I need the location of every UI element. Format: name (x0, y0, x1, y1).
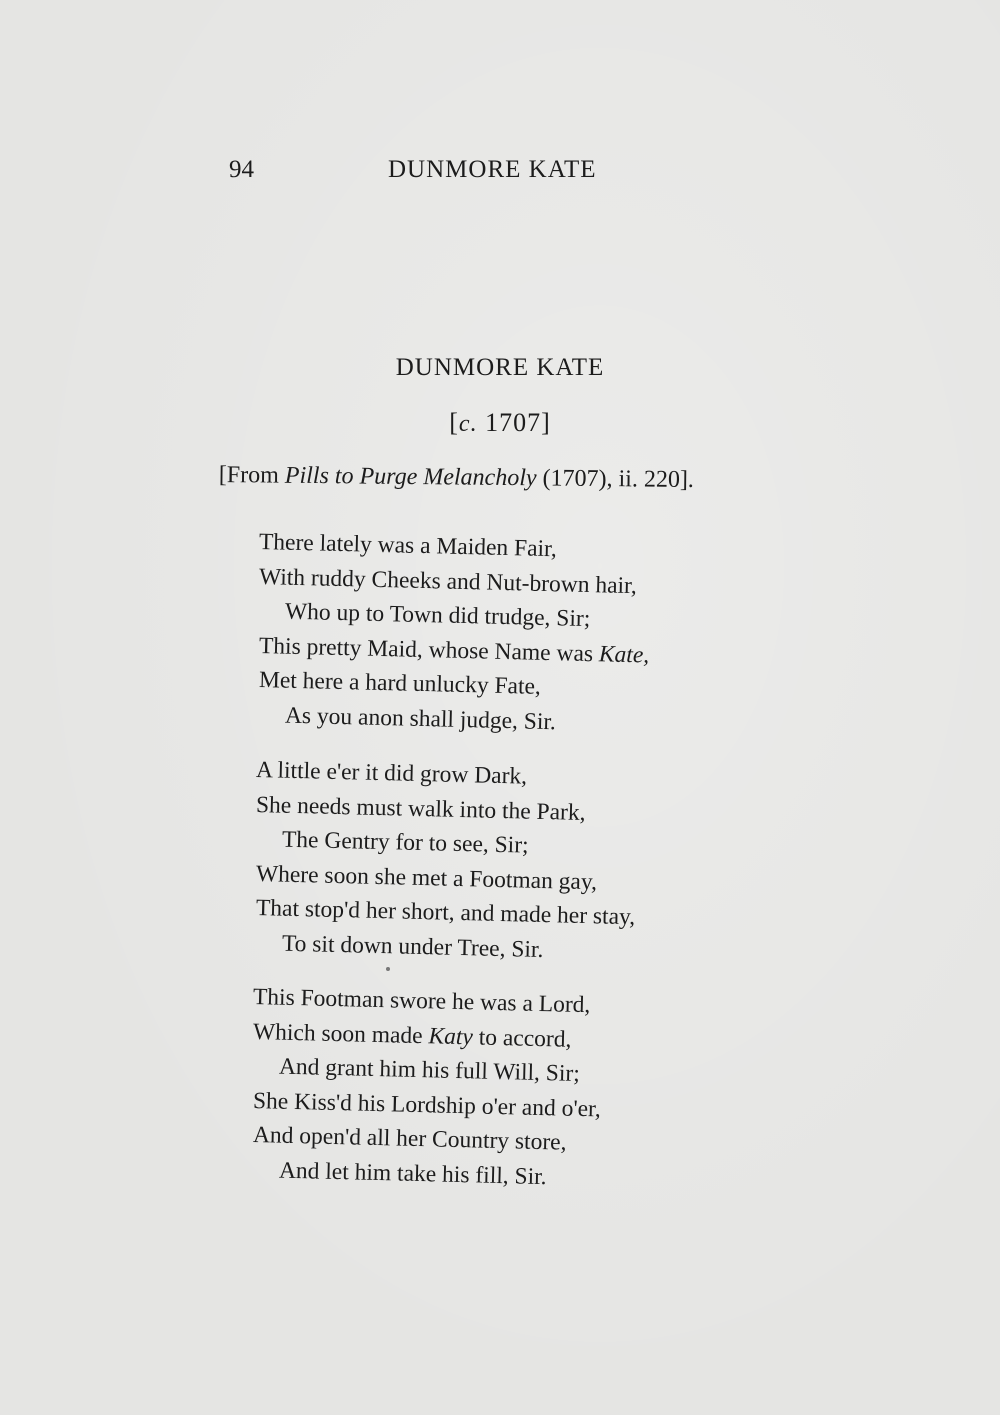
verse-line: And open'd all her Country store, (252, 1122, 567, 1156)
verse-italic: Katy (428, 1022, 474, 1050)
date-circa: c. (458, 411, 478, 437)
verse-text: This pretty Maid, whose Name was (258, 632, 600, 667)
verse-text: Which soon made (252, 1018, 429, 1049)
verse-line: As you anon shall judge, Sir. (284, 702, 557, 735)
paper-speck (386, 967, 390, 971)
verse-line: This Footman swore he was a Lord, (252, 984, 591, 1019)
verse-line: Met here a hard unlucky Fate, (258, 667, 542, 700)
stanza-1 (258, 525, 779, 735)
verse-line: Where soon she met a Footman gay, (255, 860, 598, 895)
verse-line: The Gentry for to see, Sir; (281, 826, 529, 859)
verse-line: A little e'er it did grow Dark, (255, 757, 528, 790)
date-bracket: [ (449, 408, 459, 437)
page-number: 94 (229, 156, 254, 183)
poem-title: DUNMORE KATE (395, 354, 605, 381)
verse-italic: Kate, (598, 640, 650, 669)
poem-date (0, 408, 1000, 438)
verse-line: She Kiss'd his Lordship o'er and o'er, (252, 1087, 602, 1122)
verse-line: That stop'd her short, and made her stay, (255, 895, 636, 931)
verse-line: She needs must walk into the Park, (255, 791, 586, 826)
source-prefix: [From (218, 462, 285, 489)
source-note (219, 462, 694, 494)
running-title: DUNMORE KATE (388, 156, 597, 183)
verse-text: to accord, (472, 1023, 572, 1053)
source-suffix: (1707), ii. 220]. (536, 465, 695, 493)
running-head (0, 156, 1000, 196)
verse-line: To sit down under Tree, Sir. (281, 930, 544, 963)
verse-line: Who up to Town did trudge, Sir; (284, 598, 591, 633)
verse-line: And grant him his full Will, Sir; (278, 1053, 581, 1087)
stanza-2 (255, 753, 776, 963)
date-year: 1707] (477, 408, 551, 437)
stanza-3 (252, 980, 773, 1190)
source-work-3: Purge Melancholy (359, 463, 537, 492)
verse-line: There lately was a Maiden Fair, (258, 529, 558, 563)
verse-line: And let him take his fill, Sir. (278, 1157, 547, 1190)
source-work-1: Pills (284, 462, 330, 490)
source-work-2: to (328, 463, 360, 490)
verse-line: With ruddy Cheeks and Nut-brown hair, (258, 563, 638, 599)
